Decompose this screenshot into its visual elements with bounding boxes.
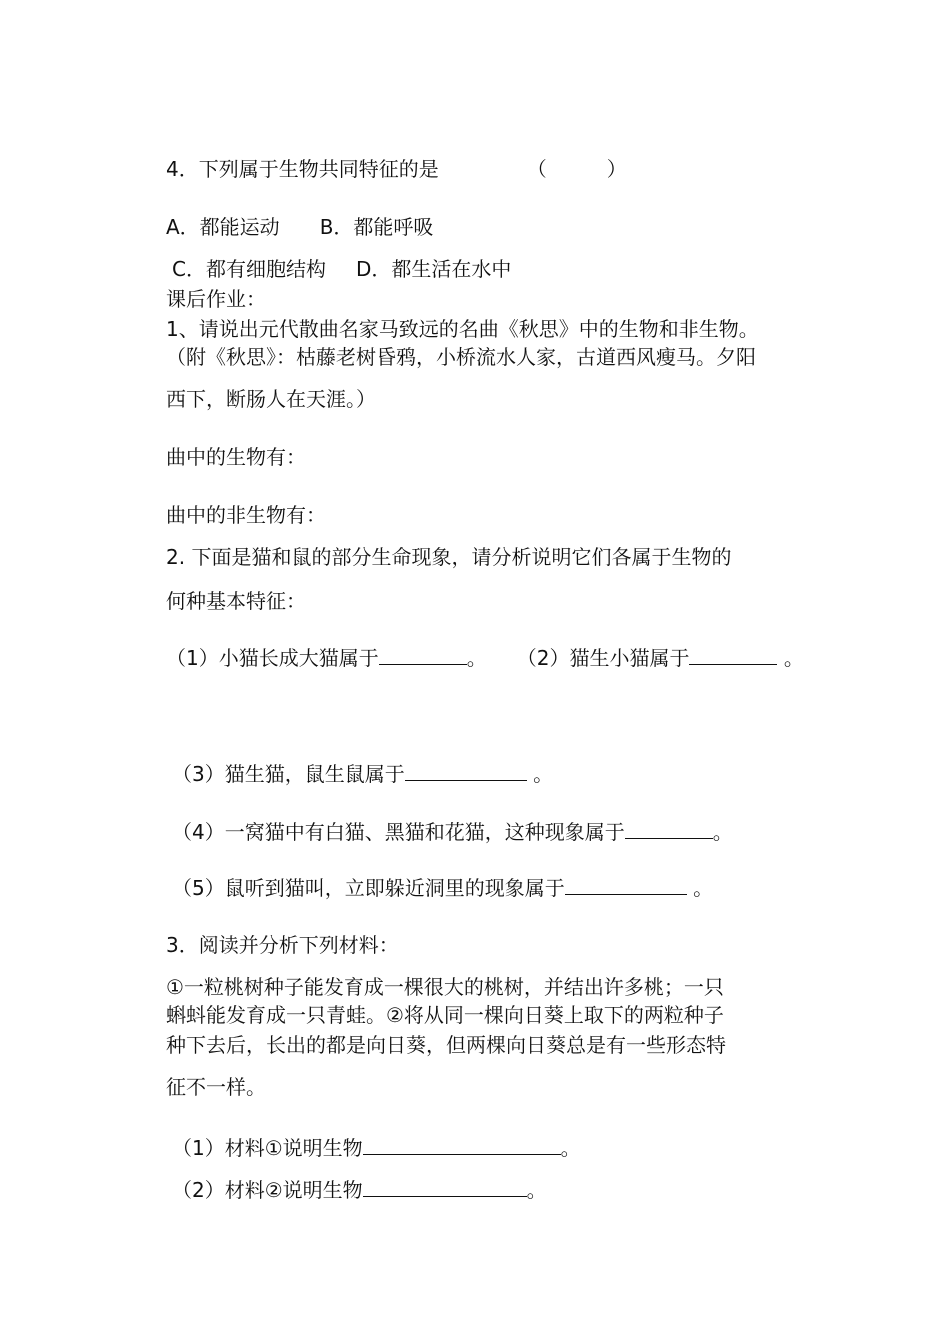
hw-q2-s5: （5）鼠听到猫叫，立即躲近洞里的现象属于 [172,876,565,900]
hw-q2-item-4 [172,818,733,845]
hw-q2-line1: 2. 下面是猫和鼠的部分生命现象，请分析说明它们各属于生物的 [166,545,732,569]
hw-q2-item-5 [172,874,713,901]
hw-q2-items-1-2 [166,644,804,671]
hw-q3-material-line4: 征不一样。 [166,1075,266,1099]
hw-q2-s2: （2）猫生小猫属于 [516,646,690,670]
answer-blank[interactable] [565,874,687,895]
answer-blank[interactable] [405,760,527,781]
hw-q2-item-3 [172,760,553,787]
q4-stem: 4．下列属于生物共同特征的是 [166,157,439,181]
hw-q3-material-line2: 蝌蚪能发育成一只青蛙。②将从同一棵向日葵上取下的两粒种子 [166,1003,724,1027]
hw-q3-a1-end: 。 [560,1136,581,1160]
hw-q1-line3: 西下，断肠人在天涯。） [166,387,376,411]
q4-option-c: C．都有细胞结构 [172,257,326,281]
hw-q3-material-line3: 种下去后，长出的都是向日葵，但两棵向日葵总是有一些形态特 [166,1033,726,1057]
answer-blank[interactable] [363,1134,561,1155]
q4-option-a: A．都能运动 [166,215,280,239]
q4-option-d: D．都生活在水中 [355,257,512,281]
hw-q2-s3: （3）猫生猫，鼠生鼠属于 [172,762,405,786]
q4-options-cd [172,256,511,282]
hw-q3-answer-2 [172,1176,547,1203]
answer-blank[interactable] [379,644,467,665]
hw-q3-answer-1 [172,1134,581,1161]
hw-q3-material-line1: ①一粒桃树种子能发育成一棵很大的桃树，并结出许多桃；一只 [166,975,724,999]
hw-q2-s5-end: 。 [686,876,714,900]
hw-q2-s1-end: 。 [466,646,487,670]
q4-stem-line [166,156,627,182]
hw-q1-nonliving-prompt: 曲中的非生物有： [166,503,326,527]
hw-q3-a2: （2）材料②说明生物 [172,1178,363,1202]
answer-blank[interactable] [689,644,777,665]
hw-q2-line2: 何种基本特征： [166,589,306,613]
answer-blank[interactable] [363,1176,527,1197]
q4-options-ab [166,214,433,240]
q4-option-b: B．都能呼吸 [319,215,434,239]
hw-q2-s1: （1）小猫长成大猫属于 [166,646,379,670]
hw-q3-a1: （1）材料①说明生物 [172,1136,363,1160]
q4-answer-paren: （ ） [526,157,627,181]
hw-q3-heading: 3．阅读并分析下列材料： [166,933,399,957]
hw-q2-s4-end: 。 [712,820,733,844]
hw-q1-living-prompt: 曲中的生物有： [166,445,306,469]
hw-q2-s2-end: 。 [777,646,804,670]
homework-heading: 课后作业： [166,287,266,311]
hw-q1-line1: 1、请说出元代散曲名家马致远的名曲《秋思》中的生物和非生物。 [166,317,759,341]
hw-q2-s4: （4）一窝猫中有白猫、黑猫和花猫，这种现象属于 [172,820,625,844]
answer-blank[interactable] [625,818,713,839]
hw-q1-line2: （附《秋思》：枯藤老树昏鸦，小桥流水人家，古道西风瘦马。夕阳 [166,345,756,369]
hw-q2-s3-end: 。 [526,762,554,786]
hw-q3-a2-end: 。 [526,1178,547,1202]
